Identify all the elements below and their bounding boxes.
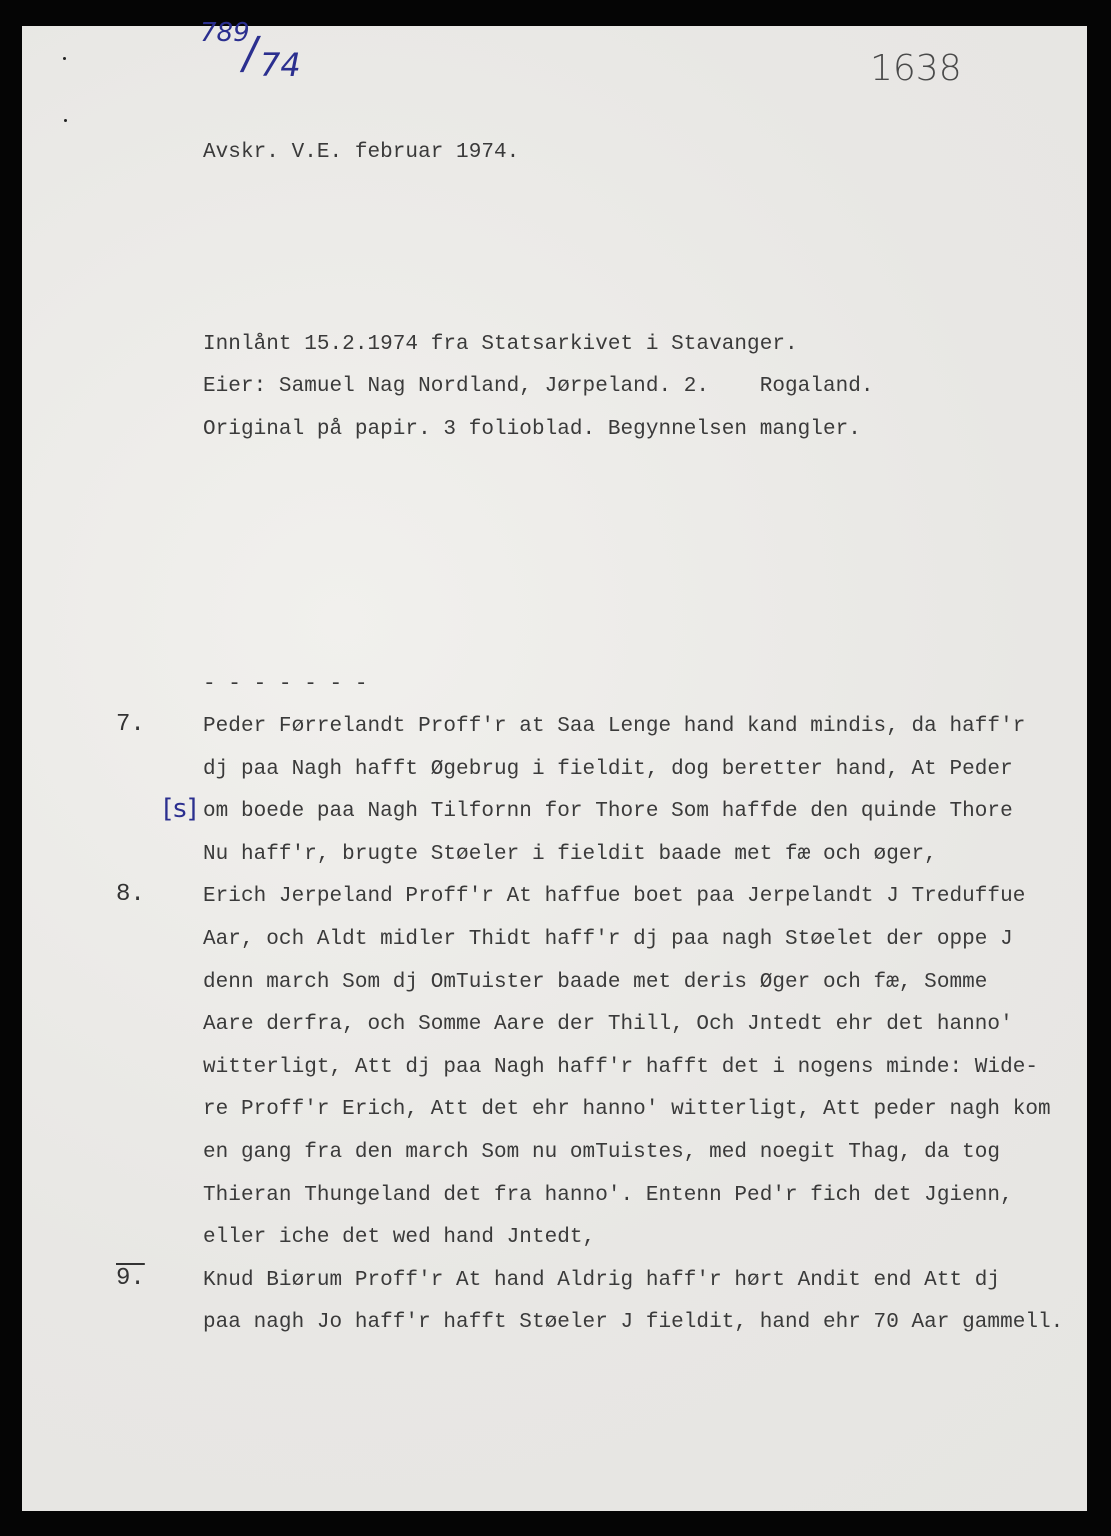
archive-ref-slash: /	[238, 28, 263, 79]
text-line: dj paa Nagh hafft Øgebrug i fieldit, dog beretter hand, At Peder	[203, 757, 1013, 781]
archive-ref-bottom: 74	[260, 46, 301, 84]
margin-annotation: [s]	[163, 794, 197, 825]
text-line: Erich Jerpeland Proff'r At haffue boet paa Jerpelandt J Treduffue	[203, 885, 1026, 909]
text-line: paa nagh Jo haff'r hafft Støeler J fieldit, hand ehr 70 Aar gammell.	[203, 1311, 1064, 1335]
text-line: om boede paa Nagh Tilfornn for Thore Som haffde den quinde Thore	[203, 800, 1013, 824]
text-line: en gang fra den march Som nu omTuistes, med noegit Thag, da tog	[203, 1141, 1001, 1164]
original-info: Original på papir. 3 folioblad. Begynnelsen mangler.	[203, 418, 861, 441]
separator: - - - - - - -	[203, 673, 368, 696]
text-line: Knud Biørum Proff'r At hand Aldrig haff'r hørt Andit end Att dj	[203, 1268, 1001, 1292]
archive-ref-top: 789	[200, 18, 250, 48]
loan-info: Innlånt 15.2.1974 fra Statsarkivet i Stavanger.	[203, 333, 798, 356]
text-line: re Proff'r Erich, Att det ehr hanno' witterligt, Att peder nagh kom	[203, 1098, 1051, 1122]
section-number: 8.	[116, 881, 145, 909]
text-line: eller iche det wed hand Jntedt,	[203, 1226, 596, 1250]
text-line: denn march Som dj OmTuister baade met deris Øger och fæ, Somme	[203, 970, 988, 994]
text-line: Nu haff'r, brugte Støeler i fieldit baade met fæ och øger,	[203, 842, 937, 866]
text-line: witterligt, Att dj paa Nagh haff'r hafft det i nogens minde: Wide-	[203, 1055, 1039, 1079]
section-number: 7.	[116, 711, 145, 738]
section-number: 9.	[116, 1264, 145, 1292]
page-number: 1638	[870, 48, 962, 89]
speck	[63, 57, 66, 60]
text-line: Aar, och Aldt midler Thidt haff'r dj paa nagh Støelet der oppe J	[203, 928, 1013, 951]
text-line: Thieran Thungeland det fra hanno'. Entenn Ped'r fich det Jgienn,	[203, 1183, 1013, 1207]
transcription-note: Avskr. V.E. februar 1974.	[203, 141, 520, 164]
text-line: Aare derfra, och Somme Aare der Thill, Och Jntedt ehr det hanno'	[203, 1013, 1013, 1037]
text-line: Peder Førrelandt Proff'r at Saa Lenge hand kand mindis, da haff'r	[203, 715, 1026, 738]
owner-info: Eier: Samuel Nag Nordland, Jørpeland. 2. Rogaland.	[203, 375, 874, 398]
speck	[64, 119, 67, 122]
